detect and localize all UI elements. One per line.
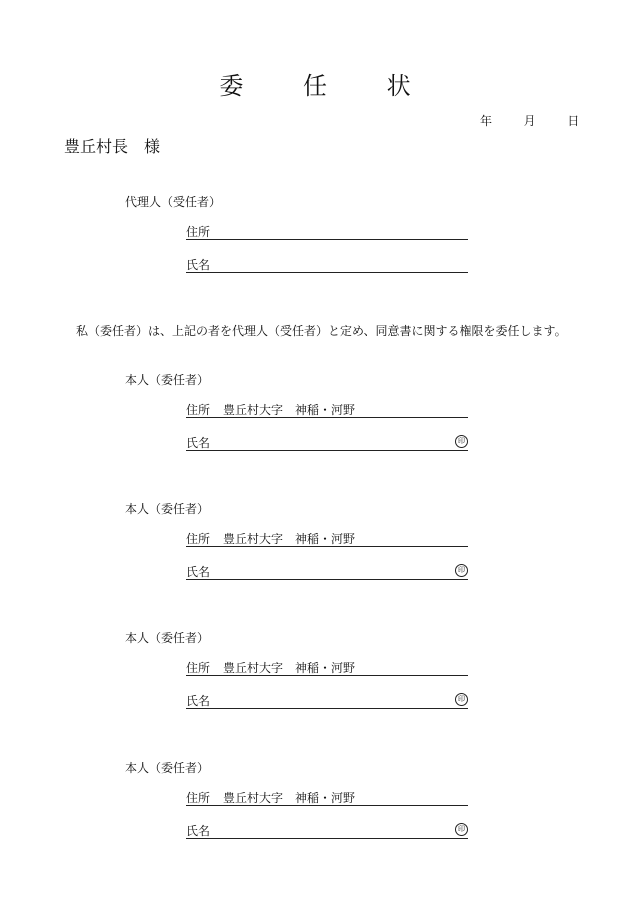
principal-name-field[interactable]	[186, 822, 468, 839]
agent-address-field[interactable]	[186, 223, 468, 240]
seal-mark-icon: 印	[455, 823, 468, 836]
seal-mark-icon: 印	[455, 564, 468, 577]
principal-name-field[interactable]	[186, 434, 468, 451]
principal-address-value: 豊丘村大字 神稲・河野	[223, 532, 356, 546]
principal-address-value: 豊丘村大字 神稲・河野	[223, 661, 356, 675]
date-day-label: 日	[567, 114, 580, 128]
principal-address-field[interactable]	[186, 659, 468, 676]
seal-mark-icon: 印	[455, 435, 468, 448]
principal-address-field[interactable]	[186, 530, 468, 547]
principal-name-label: 氏名	[186, 694, 211, 708]
principal-name-label: 氏名	[186, 565, 211, 579]
principal-name-field[interactable]	[186, 692, 468, 709]
principal-address-label: 住所	[186, 532, 211, 546]
principal-section-label: 本人（委任者）	[125, 761, 210, 775]
principal-name-field[interactable]	[186, 563, 468, 580]
principal-address-label: 住所	[186, 403, 211, 417]
date-year-label: 年	[480, 114, 493, 128]
principal-name-label: 氏名	[186, 824, 211, 838]
principal-address-value: 豊丘村大字 神稲・河野	[223, 403, 356, 417]
seal-mark-icon: 印	[455, 693, 468, 706]
delegation-statement: 私（委任者）は、上記の者を代理人（受任者）と定め、同意書に関する権限を委任します。	[76, 324, 567, 338]
principal-section-label: 本人（委任者）	[125, 631, 210, 645]
principal-address-label: 住所	[186, 661, 211, 675]
agent-address-label: 住所	[186, 225, 211, 239]
principal-name-label: 氏名	[186, 436, 211, 450]
agent-name-field[interactable]	[186, 256, 468, 273]
principal-address-field[interactable]	[186, 401, 468, 418]
date-month-label: 月	[523, 114, 536, 128]
document-title: 委 任 状	[219, 72, 437, 100]
agent-section-label: 代理人（受任者）	[125, 195, 222, 209]
date-line	[480, 112, 579, 129]
principal-address-value: 豊丘村大字 神稲・河野	[223, 791, 356, 805]
addressee: 豊丘村長 様	[64, 137, 161, 156]
principal-address-field[interactable]	[186, 789, 468, 806]
principal-address-label: 住所	[186, 791, 211, 805]
principal-section-label: 本人（委任者）	[125, 373, 210, 387]
principal-section-label: 本人（委任者）	[125, 502, 210, 516]
agent-name-label: 氏名	[186, 258, 211, 272]
